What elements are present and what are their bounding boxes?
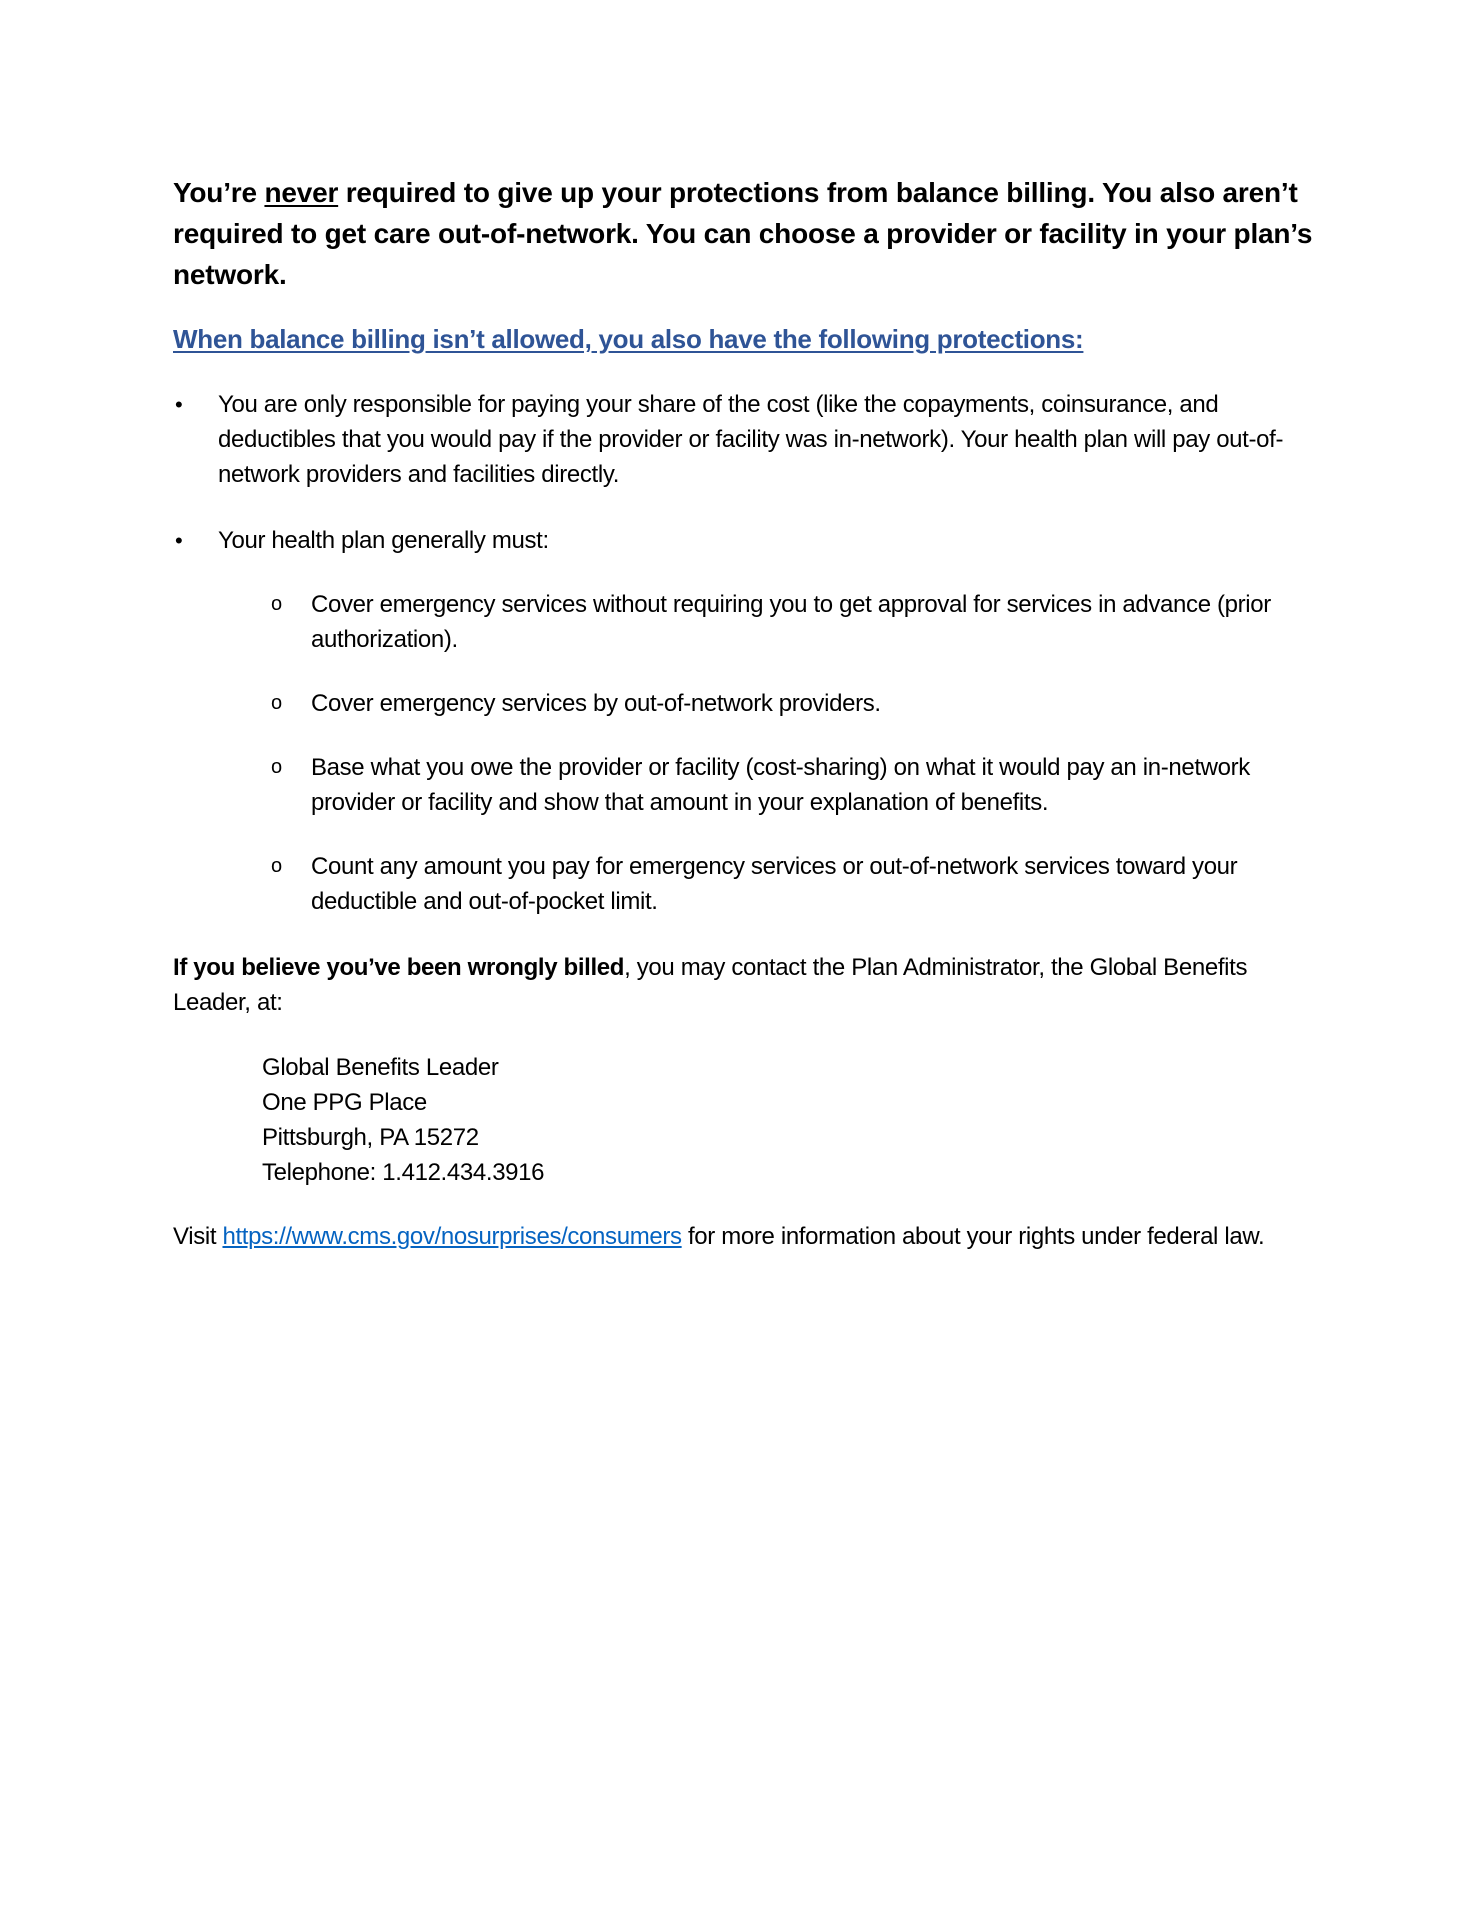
visit-paragraph xyxy=(173,1219,1313,1254)
bullet-circle-icon: o xyxy=(271,756,282,778)
document-page xyxy=(173,172,1313,1254)
heading-emphasis-never: never xyxy=(264,177,339,208)
visit-prefix: Visit xyxy=(173,1223,223,1250)
address-line-city: Pittsburgh, PA 15272 xyxy=(262,1124,479,1151)
wrongly-billed-lead: If you believe you’ve been wrongly billed xyxy=(173,954,625,981)
sub-list-item xyxy=(271,849,1313,919)
list-item-text: You are only responsible for paying your share of the cost (like the copayments, coinsurance, and deductibles that you would pay if the provider or facility was in-network). Your health plan will pay out-of-network providers and facilities directly. xyxy=(218,391,1284,488)
bullet-circle-icon: o xyxy=(271,692,282,714)
sub-list-item-text: Cover emergency services by out-of-network providers. xyxy=(311,690,881,717)
bullet-circle-icon: o xyxy=(271,593,282,615)
wrongly-billed-paragraph xyxy=(173,950,1313,1020)
heading-part-1: You’re xyxy=(173,177,265,208)
bullet-circle-icon: o xyxy=(271,855,282,877)
list-item-cost-share xyxy=(173,387,1313,492)
protections-list xyxy=(173,387,1313,919)
bullet-dot-icon: • xyxy=(175,392,183,417)
bullet-dot-icon: • xyxy=(175,528,183,553)
sub-list-item xyxy=(271,686,1313,721)
list-item-plan-must xyxy=(173,523,1313,919)
heading-part-2: required to give up your protections from balance billing. You also aren’t required to get care out-of-network. You can choose a provider or facility in your plan’s network. xyxy=(173,177,1313,290)
plan-requirements-list xyxy=(271,587,1313,919)
protections-subheading: When balance billing isn’t allowed, you also have the following protections: xyxy=(173,324,1084,354)
contact-address xyxy=(262,1050,1313,1190)
sub-list-item xyxy=(271,587,1313,657)
main-heading xyxy=(173,172,1313,295)
sub-list-item-text: Count any amount you pay for emergency services or out-of-network services toward your deductible and out-of-pocket limit. xyxy=(311,853,1238,915)
wrongly-billed-rest: , you may contact the Plan Administrator, the Global Benefits Leader, at: xyxy=(173,954,1248,1016)
cms-nosurprises-link[interactable]: https://www.cms.gov/nosurprises/consumers xyxy=(222,1223,682,1250)
sub-list-item-text: Cover emergency services without requiring you to get approval for services in advance (prior authorization). xyxy=(311,591,1271,653)
sub-list-item xyxy=(271,750,1313,820)
list-item-text: Your health plan generally must: xyxy=(218,527,549,554)
visit-suffix: for more information about your rights under federal law. xyxy=(681,1223,1265,1250)
sub-list-item-text: Base what you owe the provider or facility (cost-sharing) on what it would pay an in-network provider or facility and show that amount in your explanation of benefits. xyxy=(311,754,1250,816)
address-line-street: One PPG Place xyxy=(262,1089,427,1116)
address-line-name: Global Benefits Leader xyxy=(262,1054,499,1081)
address-line-telephone: Telephone: 1.412.434.3916 xyxy=(262,1159,545,1186)
